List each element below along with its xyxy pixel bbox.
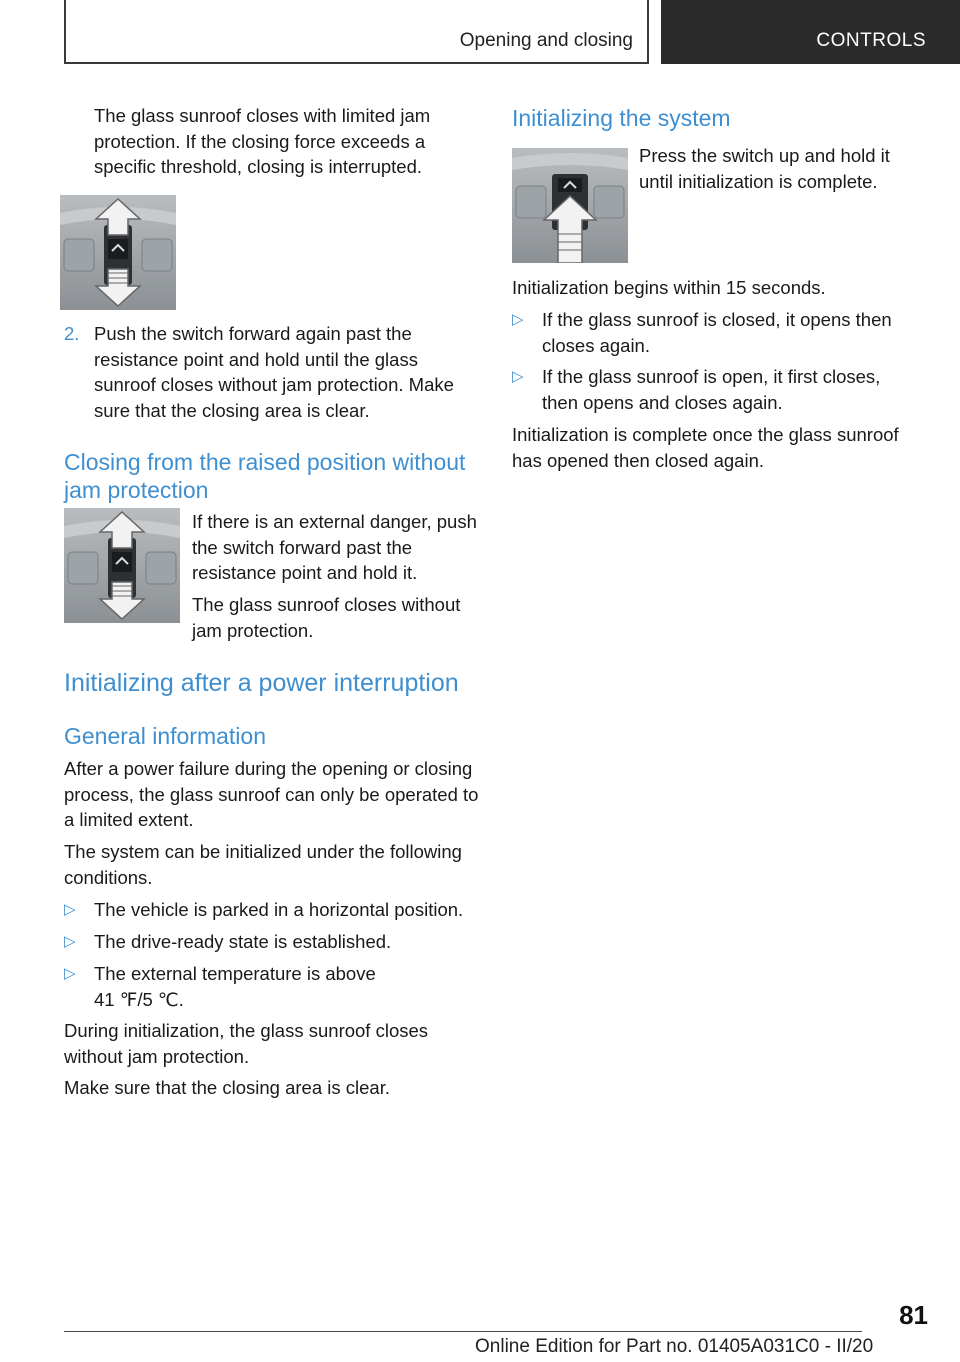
during-initialization-paragraph: During initialization, the glass sunroof closes without jam protection.: [64, 1020, 429, 1067]
condition-item: [64, 961, 394, 1012]
power-interruption-heading: Initializing after a power interruption: [64, 669, 459, 697]
initialization-complete-paragraph: Initialization is complete once the glass sunroof has opened then closed again.: [512, 424, 899, 471]
condition-text: The drive-ready state is established.: [94, 931, 392, 952]
step-2-item: [64, 321, 480, 423]
condition-item: [64, 897, 480, 923]
bullet-triangle-icon: ▷: [64, 901, 76, 918]
condition-item: [64, 929, 480, 955]
condition-text: The vehicle is parked in a horizontal position.: [94, 899, 464, 920]
sunroof-switch-image: [60, 195, 176, 310]
raised-paragraph-1: If there is an external danger, push the switch forward past the resistance point and hold it.: [192, 511, 477, 583]
footer-divider: [64, 1331, 862, 1332]
intro-paragraph: The glass sunroof closes with limited jam protection. If the closing force exceeds a specific threshold, closing is interrupted.: [94, 105, 431, 177]
page-number: 81: [899, 1300, 928, 1330]
initialization-begins-paragraph: Initialization begins within 15 seconds.: [512, 277, 826, 298]
initializing-system-heading: Initializing the system: [512, 105, 731, 131]
sunroof-switch-illustration: [60, 195, 176, 310]
bullet-triangle-icon: ▷: [512, 311, 524, 328]
condition-text: The external temperature is above 41 ℉/5 ℃.: [94, 963, 376, 1010]
bullet-triangle-icon: ▷: [64, 965, 76, 982]
case-text: If the glass sunroof is closed, it opens then closes again.: [542, 309, 892, 356]
initializing-paragraph: Press the switch up and hold it until initialization is complete.: [639, 145, 890, 192]
raised-paragraph-2: The glass sunroof closes without jam protection.: [192, 594, 461, 641]
general-paragraph-2: The system can be initialized under the following conditions.: [64, 841, 462, 888]
case-text: If the glass sunroof is open, it first closes, then opens and closes again.: [542, 366, 881, 413]
general-information-heading: General information: [64, 723, 266, 749]
general-paragraph-1: After a power failure during the opening or closing process, the glass sunroof can only be operated to a limited extent.: [64, 758, 479, 830]
case-item: [512, 364, 912, 415]
sunroof-switch-press-up-illustration: [512, 148, 628, 263]
section-title: Opening and closing: [459, 30, 633, 51]
edition-text: Online Edition for Part no. 01405A031C0 - II/20: [475, 1336, 874, 1357]
sunroof-switch-image: [64, 508, 180, 623]
step-number: 2.: [64, 323, 80, 344]
chapter-title: CONTROLS: [816, 30, 926, 51]
header-section-box: [64, 0, 649, 64]
header-chapter-box: [661, 0, 960, 64]
case-item: [512, 307, 912, 358]
bullet-triangle-icon: ▷: [64, 933, 76, 950]
sunroof-switch-image: [512, 148, 628, 263]
raised-position-heading: Closing from the raised position without jam protection: [64, 449, 466, 503]
make-sure-paragraph: Make sure that the closing area is clear.: [64, 1077, 390, 1098]
sunroof-switch-illustration: [64, 508, 180, 623]
step-2-text: Push the switch forward again past the resistance point and hold until the glass sunroof closes without jam protection. Make sure that the closing area is clear.: [94, 323, 454, 421]
bullet-triangle-icon: ▷: [512, 368, 524, 385]
